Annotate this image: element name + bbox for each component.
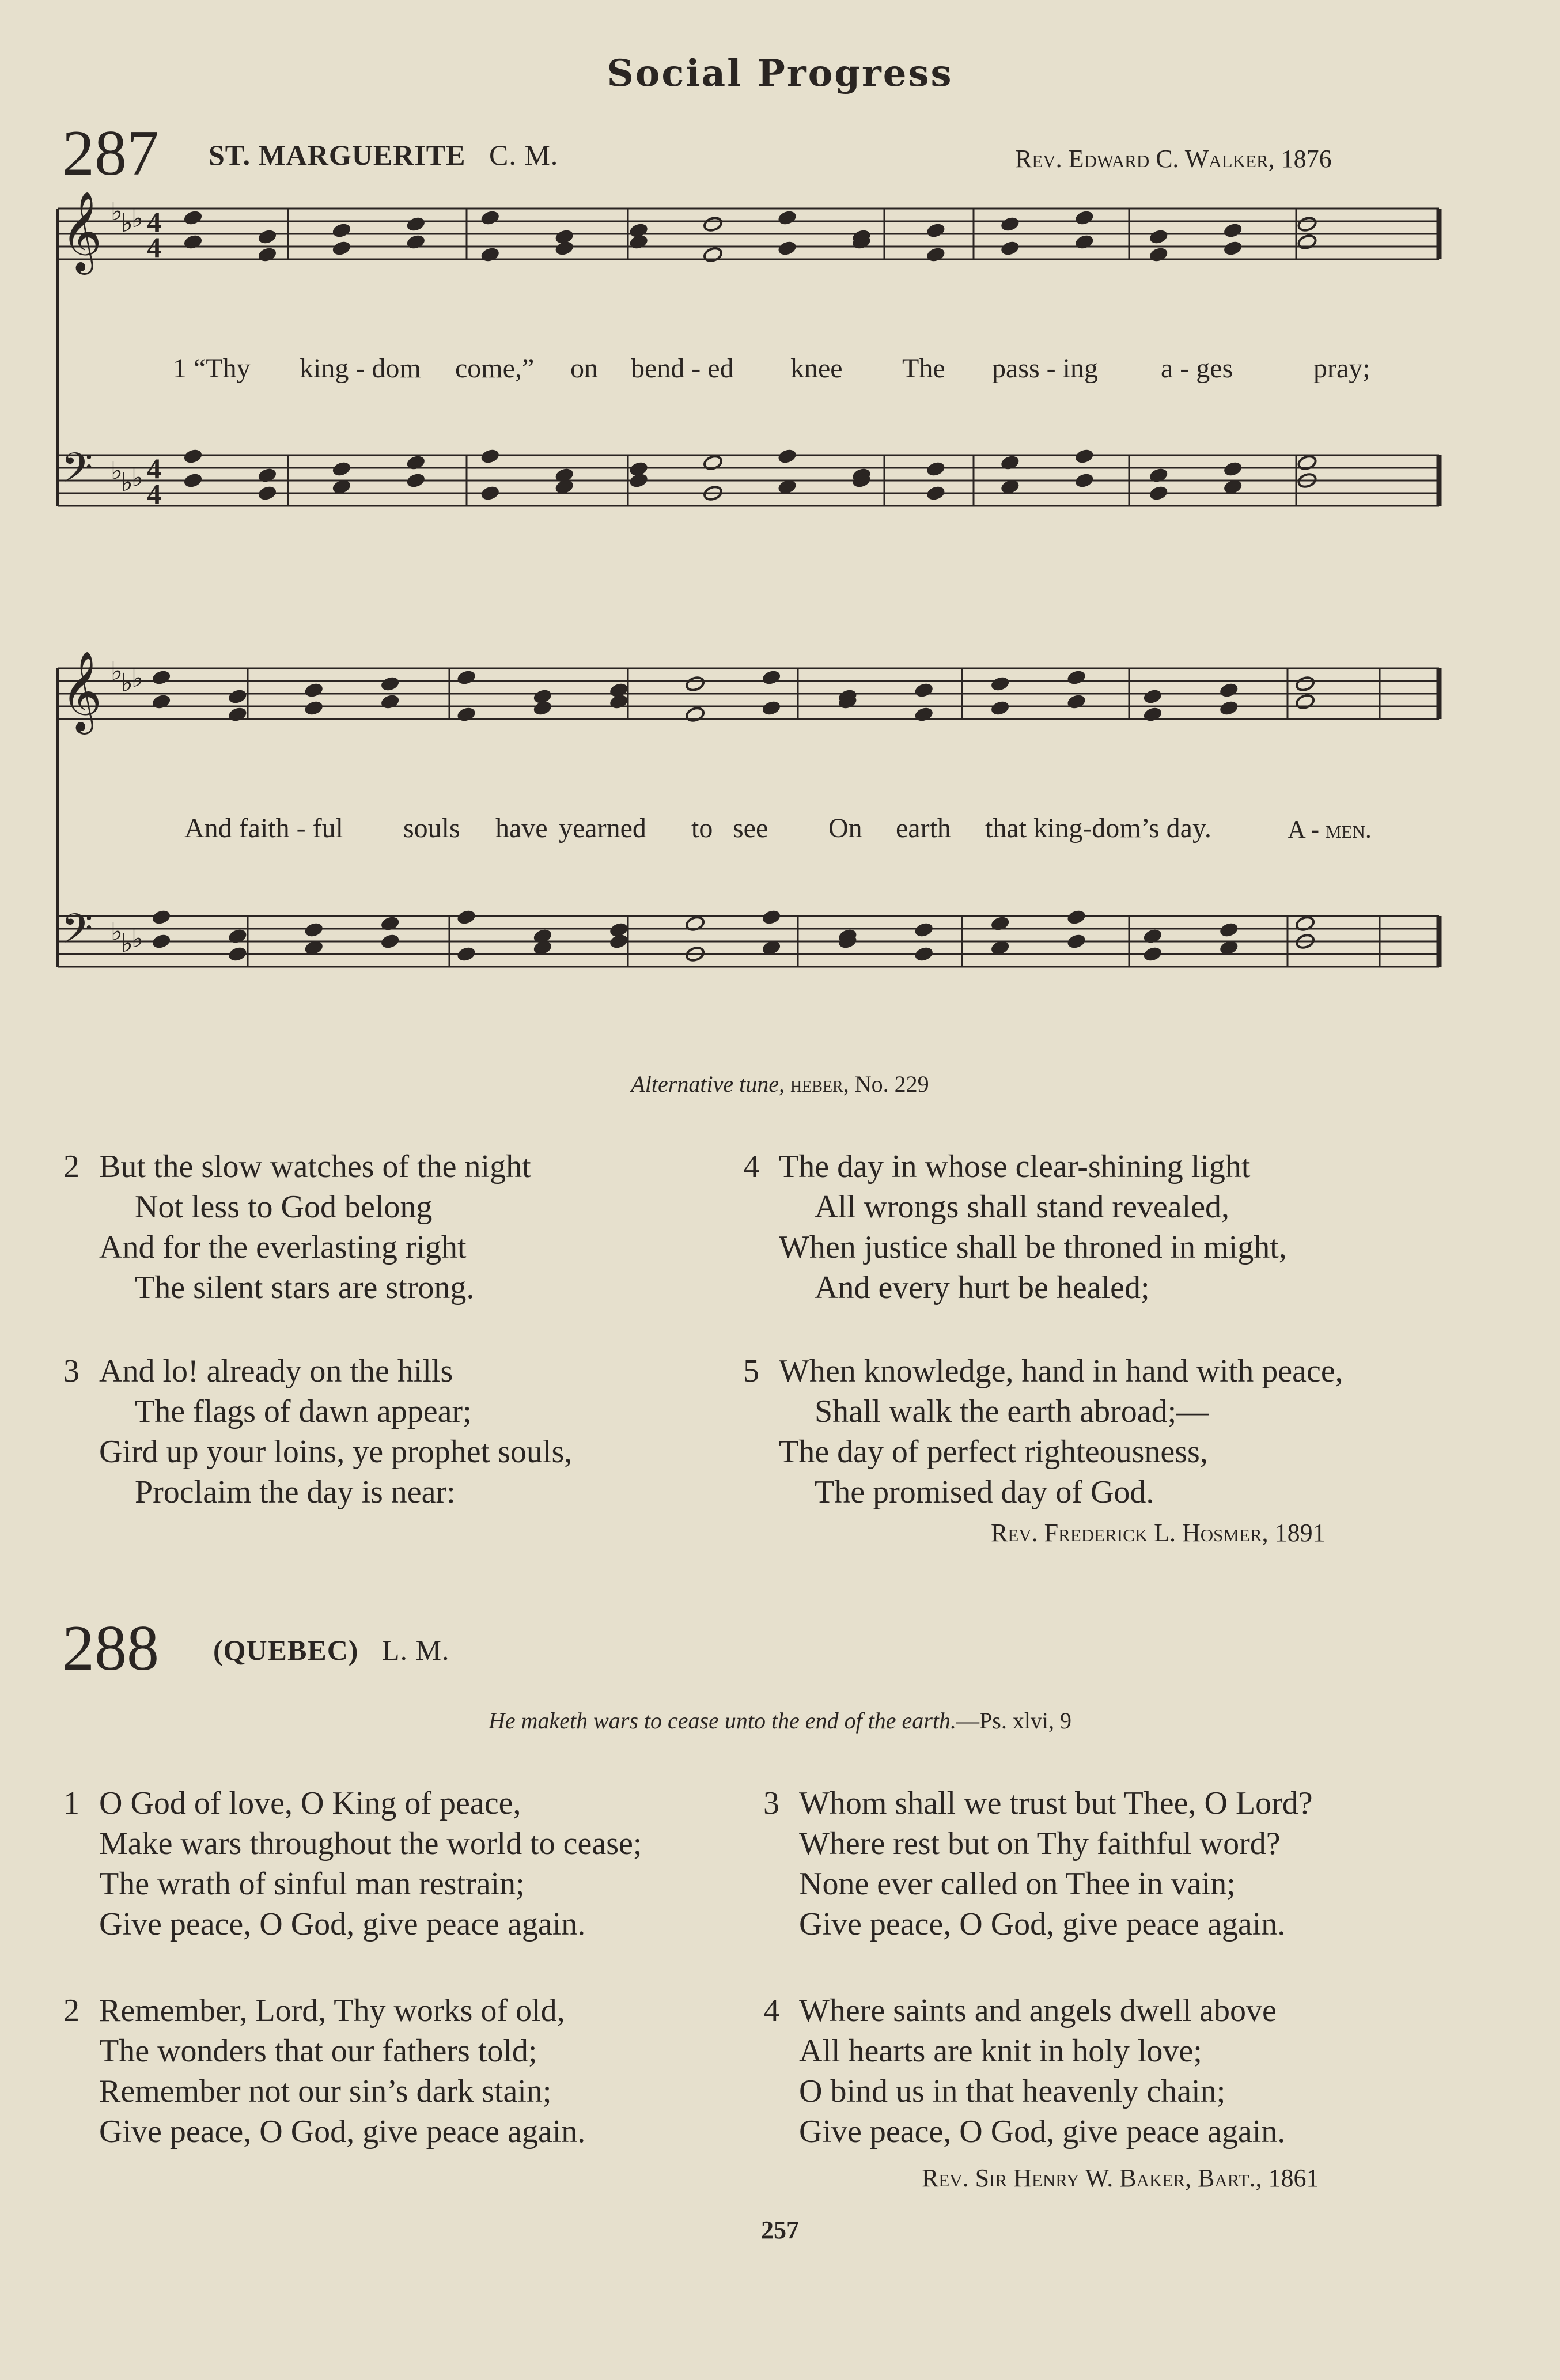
soprano-note bbox=[1074, 209, 1095, 226]
soprano-note bbox=[914, 682, 934, 698]
alternative-tune-note bbox=[0, 1070, 1560, 1098]
author-credit-287: Rev. Frederick L. Hosmer, 1891 bbox=[991, 1519, 1326, 1547]
verse-line: The silent stars are strong. bbox=[135, 1270, 475, 1306]
lyric-syllable: come,” bbox=[455, 353, 535, 384]
alto-note bbox=[151, 693, 171, 710]
verse-line: Shall walk the earth abroad;— bbox=[815, 1394, 1209, 1429]
verse-line: Remember not our sin’s dark stain; bbox=[99, 2073, 552, 2109]
verse-number: 3 bbox=[763, 1785, 779, 1821]
verse-line: When knowledge, hand in hand with peace, bbox=[779, 1353, 1343, 1389]
tenor-note bbox=[1223, 460, 1243, 477]
composer-credit: Rev. Edward C. Walker, 1876 bbox=[1015, 145, 1332, 173]
time-signature: 4 bbox=[147, 452, 161, 485]
alto-note bbox=[331, 240, 351, 256]
bass-note bbox=[609, 933, 629, 949]
lyric-syllable: have bbox=[495, 813, 548, 843]
verse-line: Where saints and angels dwell above bbox=[799, 1993, 1277, 2029]
running-head: Social Progress bbox=[607, 52, 953, 95]
verse-line: And lo! already on the hills bbox=[99, 1353, 453, 1389]
soprano-note bbox=[406, 215, 426, 232]
soprano-note bbox=[304, 682, 324, 698]
verse-line: And every hurt be healed; bbox=[815, 1270, 1150, 1306]
lyric-syllable: knee bbox=[790, 353, 843, 384]
alto-note bbox=[1074, 233, 1095, 250]
epigraph-reference: —Ps. xlvi, 9 bbox=[956, 1708, 1072, 1734]
soprano-note bbox=[926, 222, 946, 239]
flat-icon: ♭ bbox=[111, 918, 123, 946]
alt-tune: heber, bbox=[790, 1071, 849, 1097]
verse-line: The day of perfect righteousness, bbox=[779, 1434, 1208, 1470]
verse-line: All hearts are knit in holy love; bbox=[799, 2033, 1202, 2069]
verse-line: O bind us in that heavenly chain; bbox=[799, 2073, 1226, 2109]
alt-label: Alternative tune, bbox=[631, 1071, 785, 1097]
alto-note bbox=[777, 240, 797, 256]
flat-icon: ♭ bbox=[131, 664, 143, 693]
bass-note bbox=[1074, 472, 1095, 489]
alto-note bbox=[1149, 246, 1169, 263]
soprano-note bbox=[1295, 675, 1315, 692]
verse-line: The wrath of sinful man restrain; bbox=[99, 1866, 525, 1902]
bass-note bbox=[228, 945, 248, 962]
alto-note bbox=[1295, 693, 1315, 710]
tenor-note bbox=[1074, 448, 1095, 464]
soprano-note bbox=[331, 222, 351, 239]
tenor-note bbox=[480, 448, 500, 464]
bass-note bbox=[480, 485, 500, 501]
verse-number: 4 bbox=[763, 1993, 779, 2029]
alto-note bbox=[183, 233, 203, 250]
flat-icon: ♭ bbox=[111, 657, 123, 686]
soprano-note bbox=[380, 675, 400, 692]
time-signature: 4 bbox=[147, 231, 161, 263]
verse-287-3 bbox=[63, 1351, 726, 1512]
verse-number: 5 bbox=[743, 1353, 759, 1389]
hymn-287-number: 287 bbox=[62, 118, 159, 189]
alto-note bbox=[628, 233, 649, 250]
lyric-syllable: souls bbox=[403, 813, 460, 843]
epigraph-text: He maketh wars to cease unto the end of the earth. bbox=[488, 1708, 956, 1734]
verse-line: The flags of dawn appear; bbox=[135, 1394, 472, 1429]
flat-icon: ♭ bbox=[131, 925, 143, 953]
alto-note bbox=[990, 699, 1010, 716]
soprano-note bbox=[257, 228, 277, 245]
bass-clef-icon: 𝄢 bbox=[61, 905, 93, 963]
lyric-syllable: see bbox=[733, 813, 768, 843]
author-credit-288: Rev. Sir Henry W. Baker, Bart., 1861 bbox=[922, 2164, 1319, 2192]
tenor-note bbox=[331, 460, 351, 477]
tune-name: (QUEBEC) bbox=[213, 1634, 359, 1666]
alto-note bbox=[1000, 240, 1020, 256]
lyric-syllable: bend - ed bbox=[631, 353, 734, 384]
alto-note bbox=[1142, 706, 1163, 722]
verse-288-2 bbox=[63, 1991, 772, 2152]
soprano-note bbox=[761, 669, 781, 686]
tenor-note bbox=[183, 448, 203, 464]
flat-icon: ♭ bbox=[121, 669, 133, 697]
tenor-note bbox=[1219, 921, 1239, 938]
soprano-note bbox=[1000, 215, 1020, 232]
alt-number: No. 229 bbox=[854, 1071, 929, 1097]
lyric-syllable: And faith - ful bbox=[184, 813, 343, 843]
alto-note bbox=[1223, 240, 1243, 256]
verse-line: Whom shall we trust but Thee, O Lord? bbox=[799, 1785, 1313, 1821]
verse-line: Gird up your loins, ye prophet souls, bbox=[99, 1434, 573, 1470]
lyric-syllable: earth bbox=[896, 813, 951, 843]
verse-number: 4 bbox=[743, 1149, 759, 1185]
soprano-note bbox=[703, 215, 723, 232]
epigraph bbox=[0, 1707, 1560, 1734]
soprano-note bbox=[1297, 215, 1317, 232]
verse-line: The promised day of God. bbox=[815, 1474, 1154, 1510]
soprano-note bbox=[1223, 222, 1243, 239]
bass-note bbox=[257, 485, 277, 501]
alto-note bbox=[304, 699, 324, 716]
verse-line: The wonders that our fathers told; bbox=[99, 2033, 537, 2069]
hymn-288-number: 288 bbox=[62, 1613, 159, 1684]
tenor-note bbox=[777, 448, 797, 464]
meter: C. M. bbox=[489, 139, 559, 171]
lyric-syllable: The bbox=[902, 353, 945, 384]
soprano-note bbox=[990, 675, 1010, 692]
bass-note bbox=[914, 945, 934, 962]
soprano-note bbox=[777, 209, 797, 226]
verse-line: When justice shall be throned in might, bbox=[779, 1229, 1287, 1265]
alto-note bbox=[380, 693, 400, 710]
lyric-syllable: 1 “Thy bbox=[173, 353, 251, 384]
tenor-note bbox=[456, 909, 476, 925]
soprano-note bbox=[456, 669, 476, 686]
verse-line: The day in whose clear-shining light bbox=[779, 1149, 1251, 1185]
soprano-note bbox=[228, 688, 248, 705]
verse-line: Make wars throughout the world to cease; bbox=[99, 1826, 642, 1861]
alto-note bbox=[1219, 699, 1239, 716]
alto-note bbox=[228, 706, 248, 722]
bass-clef-icon: 𝄢 bbox=[61, 444, 93, 502]
verse-line: Give peace, O God, give peace again. bbox=[99, 2114, 586, 2150]
music-score bbox=[0, 0, 1560, 1037]
soprano-note bbox=[1219, 682, 1239, 698]
bass-note bbox=[1066, 933, 1086, 949]
verse-line: Not less to God belong bbox=[135, 1189, 433, 1225]
soprano-note bbox=[480, 209, 500, 226]
tenor-note bbox=[304, 921, 324, 938]
soprano-note bbox=[1066, 669, 1086, 686]
hymn-288-tune bbox=[213, 1633, 449, 1667]
alto-note bbox=[1297, 233, 1317, 250]
bass-note bbox=[1149, 485, 1169, 501]
time-signature: 4 bbox=[147, 478, 161, 510]
tenor-note bbox=[926, 460, 946, 477]
flat-icon: ♭ bbox=[111, 198, 123, 226]
bass-note bbox=[406, 472, 426, 489]
verse-line: Give peace, O God, give peace again. bbox=[799, 2114, 1286, 2150]
alto-note bbox=[703, 246, 723, 263]
bass-note bbox=[456, 945, 476, 962]
lyric-syllable: On bbox=[828, 813, 862, 843]
alto-note bbox=[685, 706, 705, 722]
verse-number: 1 bbox=[63, 1785, 79, 1821]
verse-number: 2 bbox=[63, 1993, 79, 2029]
lyric-syllable: that king-dom’s day. bbox=[985, 813, 1211, 843]
alto-note bbox=[914, 706, 934, 722]
verse-number: 2 bbox=[63, 1149, 79, 1185]
bass-note bbox=[183, 472, 203, 489]
flat-icon: ♭ bbox=[111, 457, 123, 485]
soprano-note bbox=[685, 675, 705, 692]
meter: L. M. bbox=[381, 1634, 450, 1666]
verse-line: And for the everlasting right bbox=[99, 1229, 467, 1265]
verse-line: None ever called on Thee in vain; bbox=[799, 1866, 1236, 1902]
alto-note bbox=[1066, 693, 1086, 710]
verse-288-3 bbox=[763, 1783, 1512, 1944]
page-number: 257 bbox=[761, 2216, 799, 2244]
alto-note bbox=[406, 233, 426, 250]
tenor-note bbox=[761, 909, 781, 925]
alto-note bbox=[480, 246, 500, 263]
alto-note bbox=[554, 240, 574, 256]
alto-note bbox=[456, 706, 476, 722]
treble-clef-icon: 𝄞 bbox=[61, 191, 102, 271]
time-signature: 4 bbox=[147, 206, 161, 238]
flat-icon: ♭ bbox=[121, 209, 133, 237]
flat-icon: ♭ bbox=[131, 464, 143, 492]
lyric-syllable: to bbox=[691, 813, 713, 843]
verse-line: Give peace, O God, give peace again. bbox=[99, 1906, 586, 1942]
soprano-note bbox=[1142, 688, 1163, 705]
lyric-syllable: A - men. bbox=[1288, 815, 1372, 843]
alto-note bbox=[609, 693, 629, 710]
verse-line: But the slow watches of the night bbox=[99, 1149, 531, 1185]
flat-icon: ♭ bbox=[121, 468, 133, 497]
verse-line: Proclaim the day is near: bbox=[135, 1474, 456, 1510]
verse-line: Give peace, O God, give peace again. bbox=[799, 1906, 1286, 1942]
bass-note bbox=[1142, 945, 1163, 962]
verse-287-2 bbox=[63, 1147, 726, 1308]
alto-note bbox=[257, 246, 277, 263]
soprano-note bbox=[183, 209, 203, 226]
lyric-syllable: pass - ing bbox=[992, 353, 1098, 384]
lyric-syllable: on bbox=[570, 353, 598, 384]
lyric-syllable: yearned bbox=[559, 813, 646, 843]
flat-icon: ♭ bbox=[131, 205, 143, 233]
alto-note bbox=[532, 699, 552, 716]
alto-note bbox=[926, 246, 946, 263]
flat-icon: ♭ bbox=[121, 929, 133, 958]
tune-name: ST. MARGUERITE bbox=[209, 139, 466, 171]
tenor-note bbox=[1066, 909, 1086, 925]
bass-note bbox=[151, 933, 171, 949]
soprano-note bbox=[1149, 228, 1169, 245]
verse-line: Where rest but on Thy faithful word? bbox=[799, 1826, 1281, 1861]
verse-287-4 bbox=[743, 1147, 1492, 1308]
verse-287-5 bbox=[743, 1351, 1509, 1512]
tenor-note bbox=[151, 909, 171, 925]
bass-note bbox=[380, 933, 400, 949]
tenor-note bbox=[914, 921, 934, 938]
verse-number: 3 bbox=[63, 1353, 79, 1389]
verse-288-4 bbox=[763, 1991, 1512, 2152]
bass-note bbox=[628, 472, 649, 489]
soprano-note bbox=[151, 669, 171, 686]
lyric-syllable: a - ges bbox=[1161, 353, 1233, 384]
verse-288-1 bbox=[63, 1783, 772, 1944]
verse-line: Remember, Lord, Thy works of old, bbox=[99, 1993, 565, 2029]
alto-note bbox=[761, 699, 781, 716]
bass-note bbox=[926, 485, 946, 501]
treble-clef-icon: 𝄞 bbox=[61, 651, 102, 731]
lyric-syllable: king - dom bbox=[300, 353, 421, 384]
lyric-syllable: pray; bbox=[1313, 353, 1370, 384]
verse-line: All wrongs shall stand revealed, bbox=[815, 1189, 1230, 1225]
verse-line: O God of love, O King of peace, bbox=[99, 1785, 521, 1821]
